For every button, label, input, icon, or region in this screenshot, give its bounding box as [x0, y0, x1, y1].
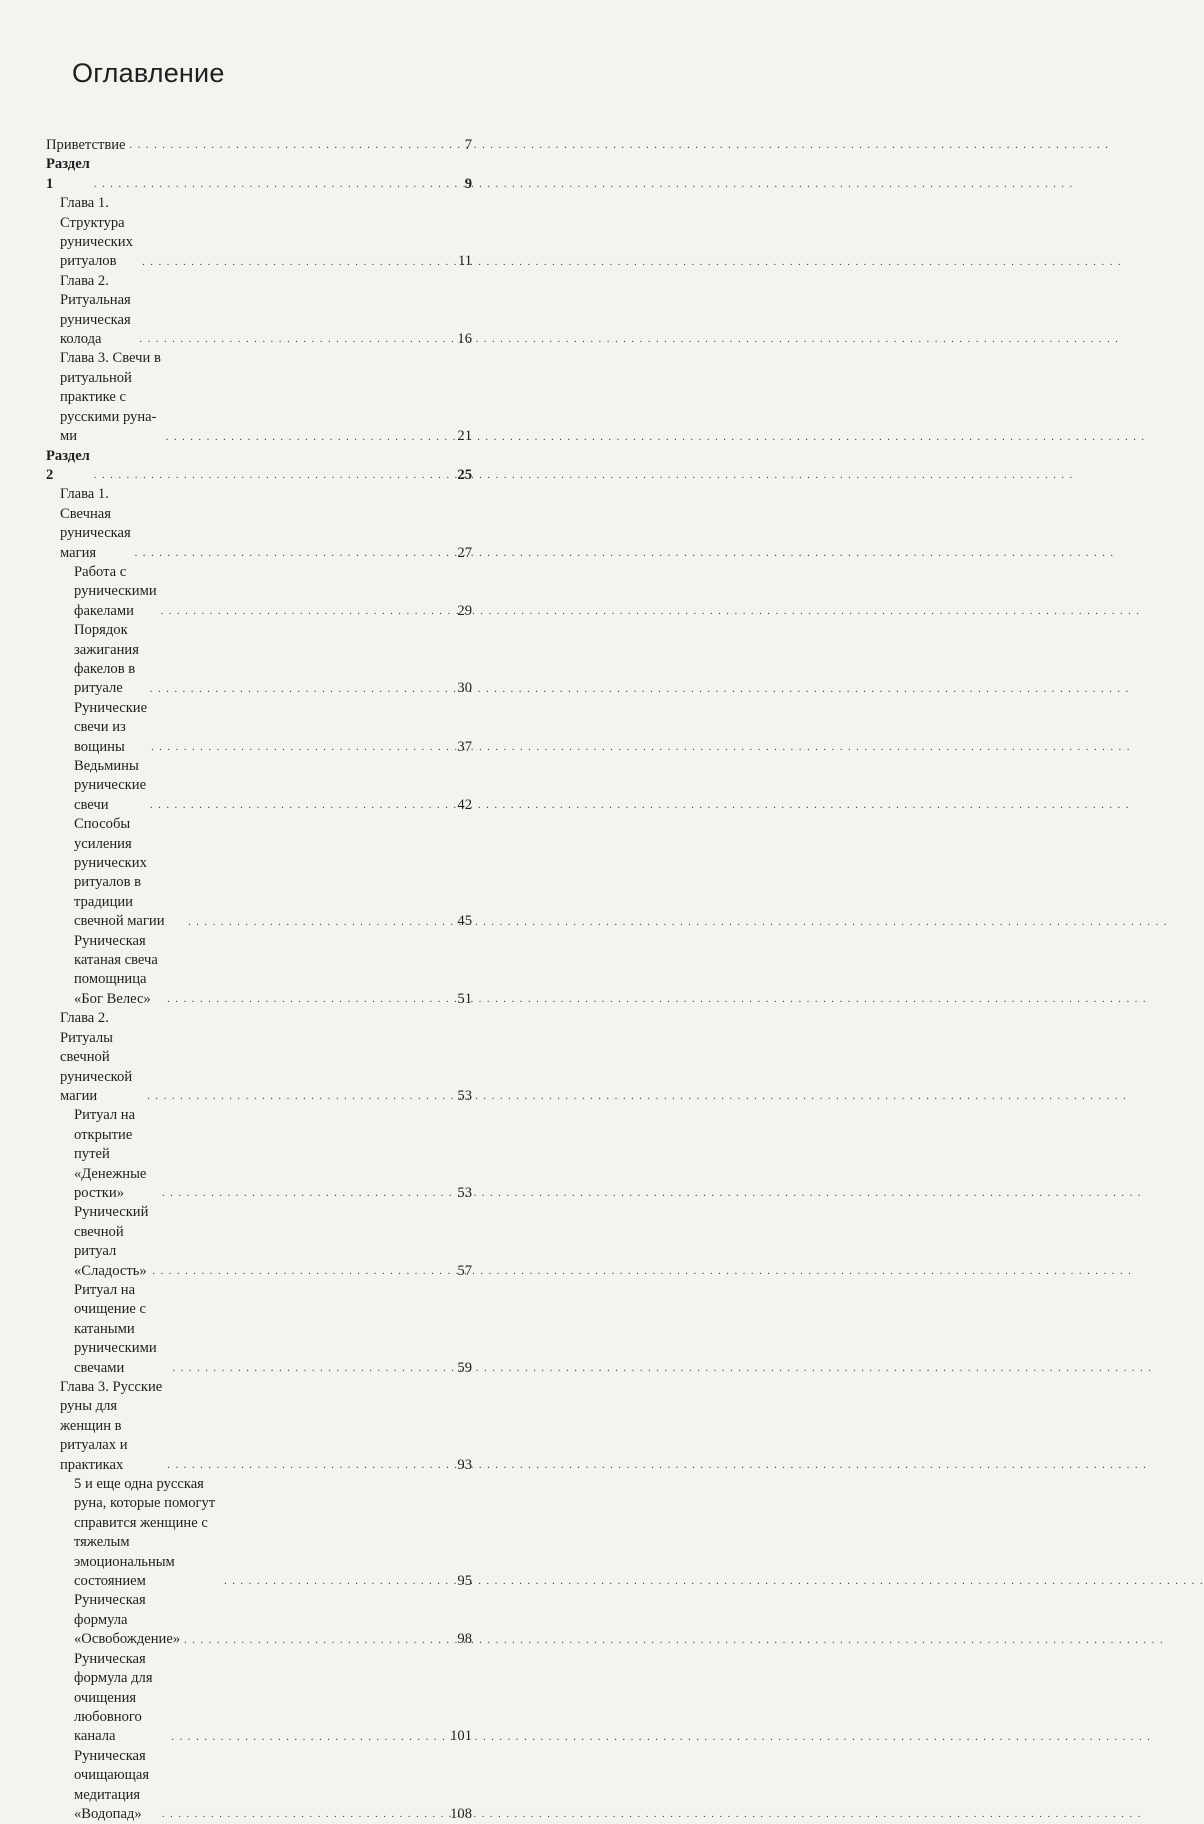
- toc-entry-title: Рунический свечной ритуал «Сладость»: [74, 1204, 149, 1279]
- dot-leader: [151, 743, 444, 753]
- toc-entry: [46, 1106, 472, 1203]
- toc-page-number: 9: [464, 175, 472, 192]
- toc-section-entry: [46, 155, 472, 194]
- toc-entry-title: Глава 3. Русские руны для женщин в ритуалах и практиках: [60, 1379, 163, 1473]
- toc-page-number: 27: [457, 544, 472, 561]
- dot-leader: [130, 141, 444, 151]
- toc-page-number: 16: [457, 331, 472, 348]
- dot-leader: [150, 801, 444, 811]
- toc-entry-title: Руническая очищающая медитация «Водопад»: [74, 1747, 150, 1822]
- dot-leader: [224, 1577, 444, 1587]
- toc-entry: [46, 1203, 472, 1281]
- dot-leader: [150, 685, 444, 695]
- toc-page-number: 57: [457, 1262, 472, 1279]
- toc-page-number: 51: [457, 990, 472, 1007]
- toc-page-number: 101: [450, 1728, 472, 1745]
- toc-entry: [46, 1378, 472, 1475]
- dot-leader: [161, 607, 444, 617]
- toc-entry-title: Раздел 2: [46, 447, 90, 483]
- dot-leader: [147, 1092, 444, 1102]
- toc-entry: [46, 932, 472, 1010]
- toc-entry-title: Ритуал на открытие путей «Денежные ростки»: [74, 1107, 147, 1201]
- toc-entry: [46, 563, 472, 621]
- dot-leader: [167, 1461, 444, 1471]
- dot-leader: [94, 471, 444, 481]
- toc-entry-title: 5 и еще одна русская руна, которые помогут справится женщине с тяжелым эмоциональным состоянием: [74, 1476, 216, 1590]
- toc-section-entry: [46, 447, 472, 486]
- dot-leader: [152, 1267, 444, 1277]
- toc-entry-title: Ведьмины рунические свечи: [74, 758, 147, 813]
- toc-entry: [46, 1591, 472, 1649]
- toc-entry: [46, 194, 472, 272]
- toc-entry-title: Руническая формула «Освобождение»: [74, 1592, 181, 1648]
- toc-page-number: 21: [457, 428, 472, 445]
- dot-leader: [188, 918, 444, 928]
- dot-leader: [167, 995, 444, 1005]
- toc-entry-title: Работа с руническими факелами: [74, 563, 157, 619]
- toc-page-number: 98: [457, 1631, 472, 1648]
- toc-page-number: 53: [457, 1184, 472, 1201]
- toc-entry: [46, 1281, 472, 1378]
- toc-entry: [46, 1475, 472, 1591]
- toc-page-number: 93: [457, 1456, 472, 1473]
- dot-leader: [184, 1636, 444, 1646]
- toc-entry-title: Приветствие: [46, 137, 126, 153]
- dot-leader: [139, 335, 444, 345]
- toc-entry: [46, 699, 472, 757]
- toc-page-number: 59: [457, 1359, 472, 1376]
- toc-page-number: 42: [457, 796, 472, 813]
- page-title: Оглавление: [72, 58, 225, 88]
- toc-entry-title: Глава 1. Структура рунических ритуалов: [60, 195, 133, 270]
- toc-entry-title: Порядок зажигания факелов в ритуале: [74, 622, 139, 697]
- toc-page-number: 37: [457, 738, 472, 755]
- toc-entry-title: Глава 2. Ритуалы свечной рунической магии: [60, 1010, 133, 1104]
- toc-entry-title: Рунические свечи из вощины: [74, 699, 148, 755]
- toc-entry-title: Глава 3. Свечи в ритуальной практике с русскими рунами: [60, 350, 161, 445]
- toc-entry: [46, 272, 472, 350]
- toc-entry: [46, 1009, 472, 1106]
- toc-entry-title: Руническая формула для очищения любовного канала: [74, 1650, 153, 1745]
- dot-leader: [142, 258, 444, 268]
- toc-entry: [46, 815, 472, 931]
- toc-entry-title: Руническая катаная свеча помощница «Бог Велес»: [74, 932, 158, 1007]
- toc-entry: [46, 1747, 472, 1824]
- dot-leader: [173, 1364, 444, 1374]
- toc-page-number: 53: [457, 1087, 472, 1104]
- toc-page-number: 11: [457, 253, 472, 270]
- toc-page-number: 29: [457, 602, 472, 619]
- dot-leader: [162, 1189, 444, 1199]
- toc-entry-title: Раздел 1: [46, 156, 90, 192]
- toc-entry: [46, 757, 472, 815]
- toc-entry: [46, 485, 472, 563]
- toc-entry-title: Ритуал на очищение с катаными руническими свечами: [74, 1281, 157, 1376]
- toc-page-number: 30: [457, 680, 472, 697]
- toc-entry-title: Способы усиления рунических ритуалов в традиции свечной магии: [74, 816, 165, 930]
- toc-entry: [46, 1650, 472, 1747]
- toc-page-number: 7: [464, 137, 472, 153]
- toc-page-number: 95: [457, 1573, 472, 1590]
- dot-leader: [135, 549, 444, 559]
- dot-leader: [94, 180, 444, 190]
- toc-page-number: 25: [457, 466, 472, 483]
- dot-leader: [162, 1810, 444, 1820]
- toc-entry-title: Глава 2. Ритуальная руническая колода: [60, 272, 131, 348]
- table-of-contents: [46, 136, 472, 1824]
- toc-entry-title: Глава 1. Свечная руническая магия: [60, 486, 131, 561]
- toc-page-number: 45: [457, 913, 472, 930]
- toc-page-number: 108: [450, 1805, 472, 1822]
- toc-entry: [46, 621, 472, 699]
- dot-leader: [172, 1733, 444, 1743]
- toc-entry: [46, 136, 472, 155]
- toc-entry: [46, 349, 472, 446]
- dot-leader: [166, 433, 444, 443]
